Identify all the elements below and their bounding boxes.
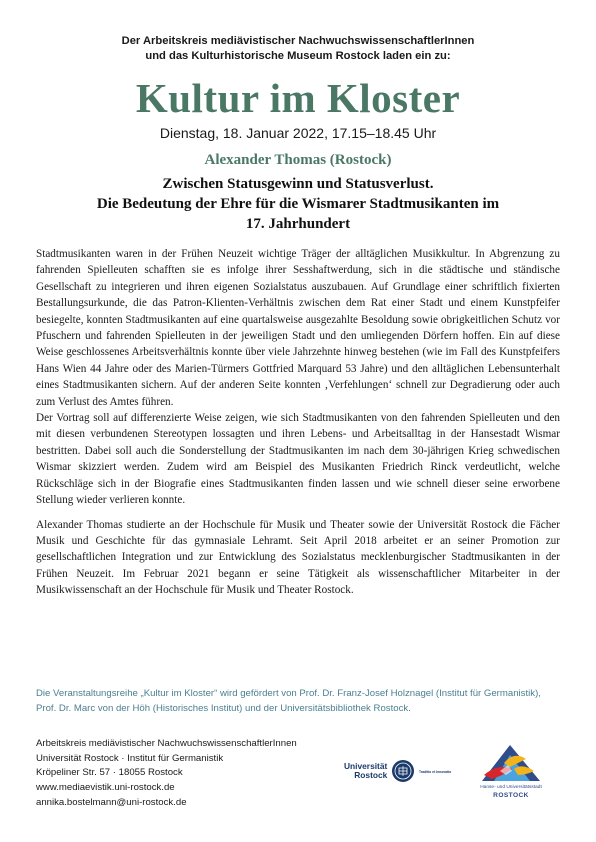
university-logo-wordmark [344,762,387,779]
rostock-logo-caption: Hanse- und Universitätsstadt [480,785,542,790]
abstract-paragraph-2: Der Vortrag soll auf differenzierte Weise zeigen, wie sich Stadtmusikanten von den fahrenden Spielleuten und den mit diesen verbundenen Stereotypen lossagten und ihren Lebens- und Arbeitsalltag in der Hansestadt Wismar bestritten. Dabei soll auch die Sonderstellung der Stadtmusikanten im nach dem 30-jährigen Krieg schwedischen Wismar skizziert werden. Zudem wird am Beispiel des Musikanten Friedrich Rinck verdeutlicht, welche Rückschläge sich in der Biografie eines Stadtmusikanten finden lassen und wie schnell dieser seine erworbene Stellung wieder verlieren konnte. [36,412,560,507]
talk-title-line-1: Zwischen Statusgewinn und Statusverlust. [162,176,434,192]
abstract-body [36,246,560,599]
contact-organization: Arbeitskreis mediävistischer NachwuchswissenschaftlerInnen [36,738,297,749]
series-title: Kultur im Kloster [135,75,461,121]
svg-text:Traditio et Innovatio: Traditio et Innovatio [419,770,452,774]
email-link[interactable]: annika.bostelmann@uni-rostock.de [36,796,187,808]
university-rostock-logo [344,758,460,784]
speaker-bio-paragraph: Alexander Thomas studierte an der Hochschule für Musik und Theater sowie der Universität Rostock die Fächer Musik und Geschichte für das gymnasiale Lehramt. Seit April 2018 arbeitet er an seiner Promotion zur gesellschaftlichen Integration und zur Entwicklung des Sozialstatus mecklenburgischer Stadtmusikanten in der Frühen Neuzeit. Im Februar 2021 begann er seine Tätigkeit als wissenschaftlicher Mitarbeiter in der Musikwissenschaft an der Hochschule für Musik und Theater Rostock. [36,518,560,597]
speaker-name: Alexander Thomas (Rostock) [204,152,392,168]
talk-title-line-3: 17. Jahrhundert [245,216,351,232]
talk-title-line-2: Die Bedeutung der Ehre für die Wismarer Stadtmusikanten im [96,196,500,212]
contact-block [36,737,356,811]
rostock-logo-name: ROSTOCK [493,792,529,799]
university-logo-line-1: Universität [344,761,388,772]
university-logo-line-2: Rostock [354,770,388,780]
contact-address: Kröpeliner Str. 57 · 18055 Rostock [36,767,183,779]
rostock-city-logo [464,741,558,803]
intro-line-2: und das Kulturhistorische Museum Rostock laden ein zu: [145,50,451,62]
rostock-city-logo-icon [464,741,558,787]
website-link[interactable]: www.mediaevistik.uni-rostock.de [36,782,175,794]
university-seal-icon [391,759,417,783]
event-date: Dienstag, 18. Januar 2022, 17.15–18.45 Uhr [159,125,437,141]
traditio-et-innovatio-motto [419,763,452,779]
contact-institute: Universität Rostock · Institut für Germanistik [36,752,224,764]
intro-line-1: Der Arbeitskreis mediävistischer NachwuchswissenschaftlerInnen [121,35,475,47]
talk-title [60,174,536,234]
invitation-intro [0,34,596,64]
funding-note: Die Veranstaltungsreihe „Kultur im Kloster“ wird gefördert von Prof. Dr. Franz-Josef Holznagel (Institut für Germanistik), Prof. Dr. Marc von der Höh (Historisches Institut) und der Universitätsbibliothek Rostock. [36,688,541,714]
abstract-paragraph-1: Stadtmusikanten waren in der Frühen Neuzeit wichtige Träger der alltäglichen Musikkultur. In Abgrenzung zu fahrenden Spielleuten schafften sie es infolge ihrer Sesshaftwerdung, sich in die städtische und ständische Gesellschaft zu integrieren und ihren eigenen Sozialstatus auszubauen. Auf Grundlage einer schriftlich fixierten Bestallungsurkunde, die das Patron-Klienten-Verhältnis zwischen dem Rat einer Stadt und einem Kunstpfeifer besiegelte, konnten Stadtmusikanten auf eine quartalsweise ausgezahlte Besoldung sowie obrigkeitlichen Schutz vor Pfuschern und fahrenden Spielleuten in der jeweiligen Stadt und den umliegenden Dörfern hoffen. Ein auf diese Weise geschlossenes Arbeitsverhältnis konnte über viele Jahrzehnte hinweg bestehen (wie im Fall des Kunstpfeifers Hans Wien 44 Jahre oder des Marien-Türmers Gottfried Marquard 53 Jahre) und den alltäglichen Lebensunterhalt eines Stadtmusikanten sichern. Auf der anderen Seite konnten ‚Verfehlungen‘ schnell zur Degradierung oder auch zum Verlust des Amtes führen. [36,248,560,408]
